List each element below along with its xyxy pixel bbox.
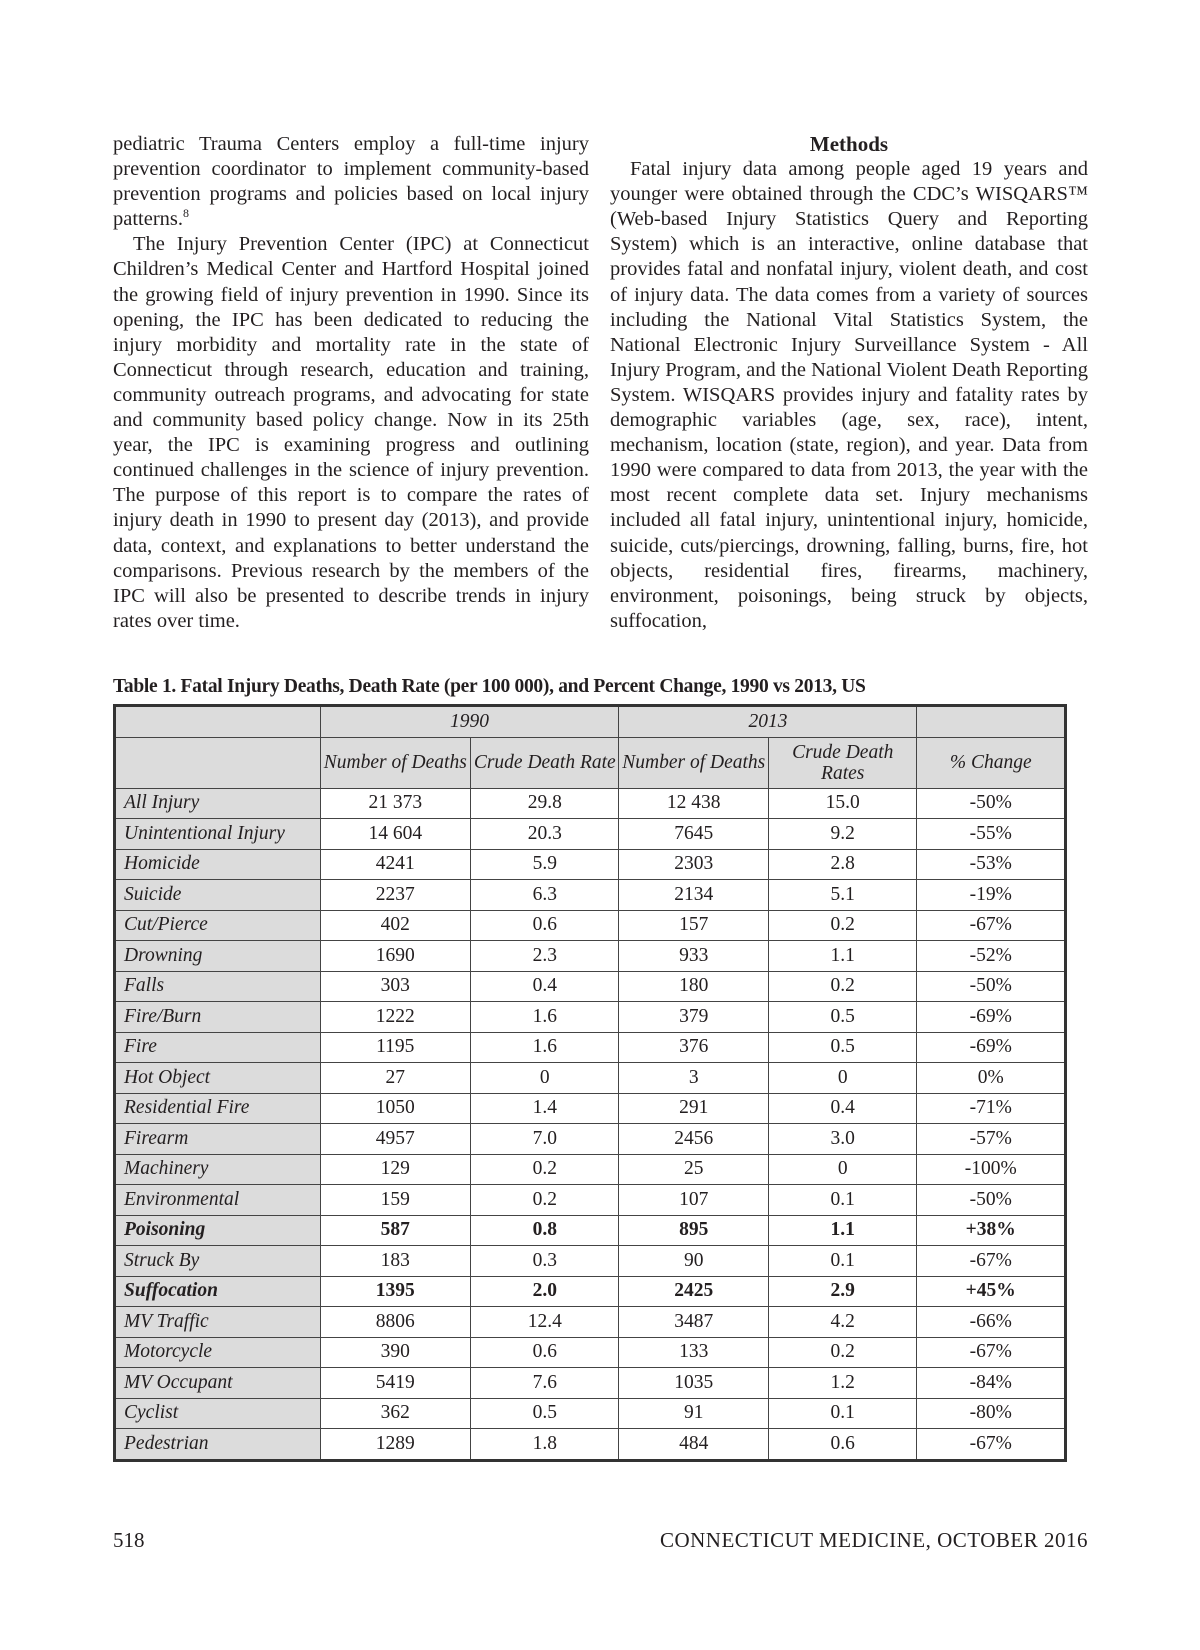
table-cell: 1.2 [769, 1368, 917, 1399]
table-cell: 107 [619, 1185, 769, 1216]
table-cell: 402 [320, 910, 471, 941]
table-cell: 7.6 [471, 1368, 619, 1399]
table-cell: +45% [917, 1276, 1066, 1307]
table-cell: -71% [917, 1093, 1066, 1124]
table-row [115, 971, 1066, 1002]
table-cell: 2456 [619, 1124, 769, 1155]
table-cell: 0.6 [471, 910, 619, 941]
table-cell: -67% [917, 1429, 1066, 1461]
table-row [115, 1429, 1066, 1461]
table-cell: -80% [917, 1398, 1066, 1429]
paragraph-text: pediatric Trauma Centers employ a full-time injury prevention coordinator to implement community-based prevention programs and policies based on local injury patterns. [113, 133, 589, 231]
table-row [115, 1154, 1066, 1185]
table-cell: 2.8 [769, 849, 917, 880]
table-cell: 291 [619, 1093, 769, 1124]
table-cell: 2425 [619, 1276, 769, 1307]
table-cell: 0 [769, 1063, 917, 1094]
table-cell: 15.0 [769, 788, 917, 819]
table-cell: 1.8 [471, 1429, 619, 1461]
column-header: Crude Death Rates [769, 737, 917, 788]
table-cell: 3.0 [769, 1124, 917, 1155]
table-cell: 0.5 [769, 1002, 917, 1033]
table-row [115, 1032, 1066, 1063]
table-row [115, 1002, 1066, 1033]
column-header: Crude Death Rate [471, 737, 619, 788]
group-header-2013: 2013 [619, 706, 917, 738]
table-row [115, 1124, 1066, 1155]
group-header-1990: 1990 [320, 706, 619, 738]
row-label: Unintentional Injury [115, 819, 321, 850]
header-blank [115, 706, 321, 738]
row-label: Falls [115, 971, 321, 1002]
row-label: Cut/Pierce [115, 910, 321, 941]
table-cell: 6.3 [471, 880, 619, 911]
column-header: Number of Deaths [320, 737, 471, 788]
left-text-column [113, 132, 589, 634]
row-label: Poisoning [115, 1215, 321, 1246]
paragraph-intro-end [113, 132, 589, 232]
row-label: Fire [115, 1032, 321, 1063]
table-cell: +38% [917, 1215, 1066, 1246]
row-label: Struck By [115, 1246, 321, 1277]
table-cell: 0.1 [769, 1185, 917, 1216]
table-row [115, 1368, 1066, 1399]
table-cell: -67% [917, 910, 1066, 941]
table-cell: 29.8 [471, 788, 619, 819]
table-cell: 180 [619, 971, 769, 1002]
fatal-injury-table [113, 704, 1067, 1462]
table-cell: 0 [471, 1063, 619, 1094]
row-label: All Injury [115, 788, 321, 819]
row-label: Fire/Burn [115, 1002, 321, 1033]
table-cell: -69% [917, 1002, 1066, 1033]
table-cell: 5419 [320, 1368, 471, 1399]
table-caption: Table 1. Fatal Injury Deaths, Death Rate (per 100 000), and Percent Change, 1990 vs 2013, US [113, 676, 866, 697]
header-blank [917, 706, 1066, 738]
row-label: MV Occupant [115, 1368, 321, 1399]
table-cell: 21 373 [320, 788, 471, 819]
paragraph-ipc: The Injury Prevention Center (IPC) at Connecticut Children’s Medical Center and Hartford Hospital joined the growing field of injury prevention in 1990. Since its opening, the IPC has been dedicated to reducing the injury morbidity and mortality rate in the state of Connecticut through research, education and training, community outreach programs, and advocating for state and community based policy change. Now in its 25th year, the IPC is examining progress and outlining continued challenges in the science of injury prevention. The purpose of this report is to compare the rates of injury death in 1990 to present day (2013), and provide data, context, and explanations to better understand the comparisons. Previous research by the members of the IPC will also be presented to describe trends in injury rates over time. [113, 233, 589, 632]
column-header: % Change [917, 737, 1066, 788]
table-cell: 0.2 [769, 1337, 917, 1368]
table-cell: 0.1 [769, 1398, 917, 1429]
table-cell: -69% [917, 1032, 1066, 1063]
table-cell: 2237 [320, 880, 471, 911]
table-cell: 379 [619, 1002, 769, 1033]
table-cell: 0.2 [769, 910, 917, 941]
table-cell: 1.6 [471, 1032, 619, 1063]
table-row [115, 788, 1066, 819]
table-row [115, 1185, 1066, 1216]
table-cell: 5.1 [769, 880, 917, 911]
table-row [115, 910, 1066, 941]
row-label: Firearm [115, 1124, 321, 1155]
table-cell: 0.8 [471, 1215, 619, 1246]
table-cell: -19% [917, 880, 1066, 911]
table-row [115, 941, 1066, 972]
row-label: Suffocation [115, 1276, 321, 1307]
table-cell: 2.9 [769, 1276, 917, 1307]
table-cell: 5.9 [471, 849, 619, 880]
table-cell: 4957 [320, 1124, 471, 1155]
table-cell: 129 [320, 1154, 471, 1185]
table-cell: 1050 [320, 1093, 471, 1124]
table-cell: 2134 [619, 880, 769, 911]
table-cell: -55% [917, 819, 1066, 850]
table-cell: 9.2 [769, 819, 917, 850]
table-cell: 0 [769, 1154, 917, 1185]
table-cell: 0% [917, 1063, 1066, 1094]
table-cell: 895 [619, 1215, 769, 1246]
table-cell: 0.2 [471, 1154, 619, 1185]
table-cell: -66% [917, 1307, 1066, 1338]
table-cell: 0.3 [471, 1246, 619, 1277]
table-cell: 3487 [619, 1307, 769, 1338]
table-cell: 1195 [320, 1032, 471, 1063]
section-heading-methods: Methods [809, 132, 889, 156]
table-cell: -67% [917, 1337, 1066, 1368]
table-cell: 0.4 [471, 971, 619, 1002]
table-cell: -50% [917, 788, 1066, 819]
table-cell: 7.0 [471, 1124, 619, 1155]
table-cell: 7645 [619, 819, 769, 850]
row-label: Motorcycle [115, 1337, 321, 1368]
row-label: Residential Fire [115, 1093, 321, 1124]
table-cell: 1.1 [769, 1215, 917, 1246]
row-label: Drowning [115, 941, 321, 972]
table-cell: 0.5 [769, 1032, 917, 1063]
table-row [115, 880, 1066, 911]
table-cell: -53% [917, 849, 1066, 880]
right-text-column [610, 132, 1088, 634]
table-cell: 14 604 [320, 819, 471, 850]
table-cell: 1395 [320, 1276, 471, 1307]
table-row [115, 1276, 1066, 1307]
table-cell: 1690 [320, 941, 471, 972]
table-row [115, 1337, 1066, 1368]
table-cell: 2303 [619, 849, 769, 880]
table-cell: 933 [619, 941, 769, 972]
table-cell: 1.4 [471, 1093, 619, 1124]
footnote-ref: 8 [183, 206, 190, 221]
table-cell: 362 [320, 1398, 471, 1429]
table-cell: -50% [917, 1185, 1066, 1216]
table-cell: 0.1 [769, 1246, 917, 1277]
table-row [115, 1398, 1066, 1429]
table-cell: 1035 [619, 1368, 769, 1399]
row-label: Machinery [115, 1154, 321, 1185]
table-cell: 376 [619, 1032, 769, 1063]
paragraph-methods: Fatal injury data among people aged 19 years and younger were obtained through the CDC’s WISQARS™ (Web-based Injury Statistics Query and Reporting System) which is an interactive, online database that provides fatal and nonfatal injury, violent death, and cost of injury data. The data comes from a variety of sources including the National Vital Statistics System, the National Electronic Injury Surveillance System - All Injury Program, and the National Violent Death Reporting System. WISQARS provides injury and fatality rates by demographic variables (age, sex, race), intent, mechanism, location (state, region), and year. Data from 1990 were compared to data from 2013, the year with the most recent complete data set. Injury mechanisms included all fatal injury, unintentional injury, homicide, suicide, cuts/piercings, drowning, falling, burns, fire, hot objects, residential fires, firearms, machinery, environment, poisonings, being struck by objects, suffocation, [610, 158, 1088, 632]
row-label: Environmental [115, 1185, 321, 1216]
table-cell: 133 [619, 1337, 769, 1368]
table-cell: 159 [320, 1185, 471, 1216]
row-label: Pedestrian [115, 1429, 321, 1461]
table-cell: -84% [917, 1368, 1066, 1399]
table-cell: 0.5 [471, 1398, 619, 1429]
column-header: Number of Deaths [619, 737, 769, 788]
table-row [115, 849, 1066, 880]
table-cell: 0.6 [769, 1429, 917, 1461]
table-cell: 1289 [320, 1429, 471, 1461]
table-cell: 27 [320, 1063, 471, 1094]
table-cell: 90 [619, 1246, 769, 1277]
table-cell: 0.6 [471, 1337, 619, 1368]
table-cell: 20.3 [471, 819, 619, 850]
row-label: Suicide [115, 880, 321, 911]
table-row [115, 1063, 1066, 1094]
table-cell: 183 [320, 1246, 471, 1277]
row-label: Cyclist [115, 1398, 321, 1429]
table-cell: -52% [917, 941, 1066, 972]
table-cell: 4.2 [769, 1307, 917, 1338]
table-cell: 0.4 [769, 1093, 917, 1124]
table-row [115, 1215, 1066, 1246]
table-cell: 1.6 [471, 1002, 619, 1033]
table-cell: -57% [917, 1124, 1066, 1155]
header-blank [115, 737, 321, 788]
table-cell: 3 [619, 1063, 769, 1094]
table-cell: 390 [320, 1337, 471, 1368]
table-row [115, 1093, 1066, 1124]
table-row [115, 819, 1066, 850]
table-cell: 2.0 [471, 1276, 619, 1307]
page-number: 518 [113, 1528, 145, 1552]
table-cell: -50% [917, 971, 1066, 1002]
row-label: Homicide [115, 849, 321, 880]
table-row [115, 1246, 1066, 1277]
table-cell: 484 [619, 1429, 769, 1461]
table-cell: 4241 [320, 849, 471, 880]
table-cell: 587 [320, 1215, 471, 1246]
table-cell: -67% [917, 1246, 1066, 1277]
table-cell: 8806 [320, 1307, 471, 1338]
table-cell: 1222 [320, 1002, 471, 1033]
table-cell: 25 [619, 1154, 769, 1185]
table-cell: 0.2 [769, 971, 917, 1002]
table-cell: 1.1 [769, 941, 917, 972]
table-cell: -100% [917, 1154, 1066, 1185]
table-cell: 0.2 [471, 1185, 619, 1216]
row-label: MV Traffic [115, 1307, 321, 1338]
row-label: Hot Object [115, 1063, 321, 1094]
table-cell: 2.3 [471, 941, 619, 972]
journal-footer: CONNECTICUT MEDICINE, OCTOBER 2016 [659, 1528, 1088, 1552]
table-cell: 157 [619, 910, 769, 941]
table-row [115, 1307, 1066, 1338]
table-cell: 12.4 [471, 1307, 619, 1338]
table-cell: 91 [619, 1398, 769, 1429]
table-cell: 12 438 [619, 788, 769, 819]
table-cell: 303 [320, 971, 471, 1002]
